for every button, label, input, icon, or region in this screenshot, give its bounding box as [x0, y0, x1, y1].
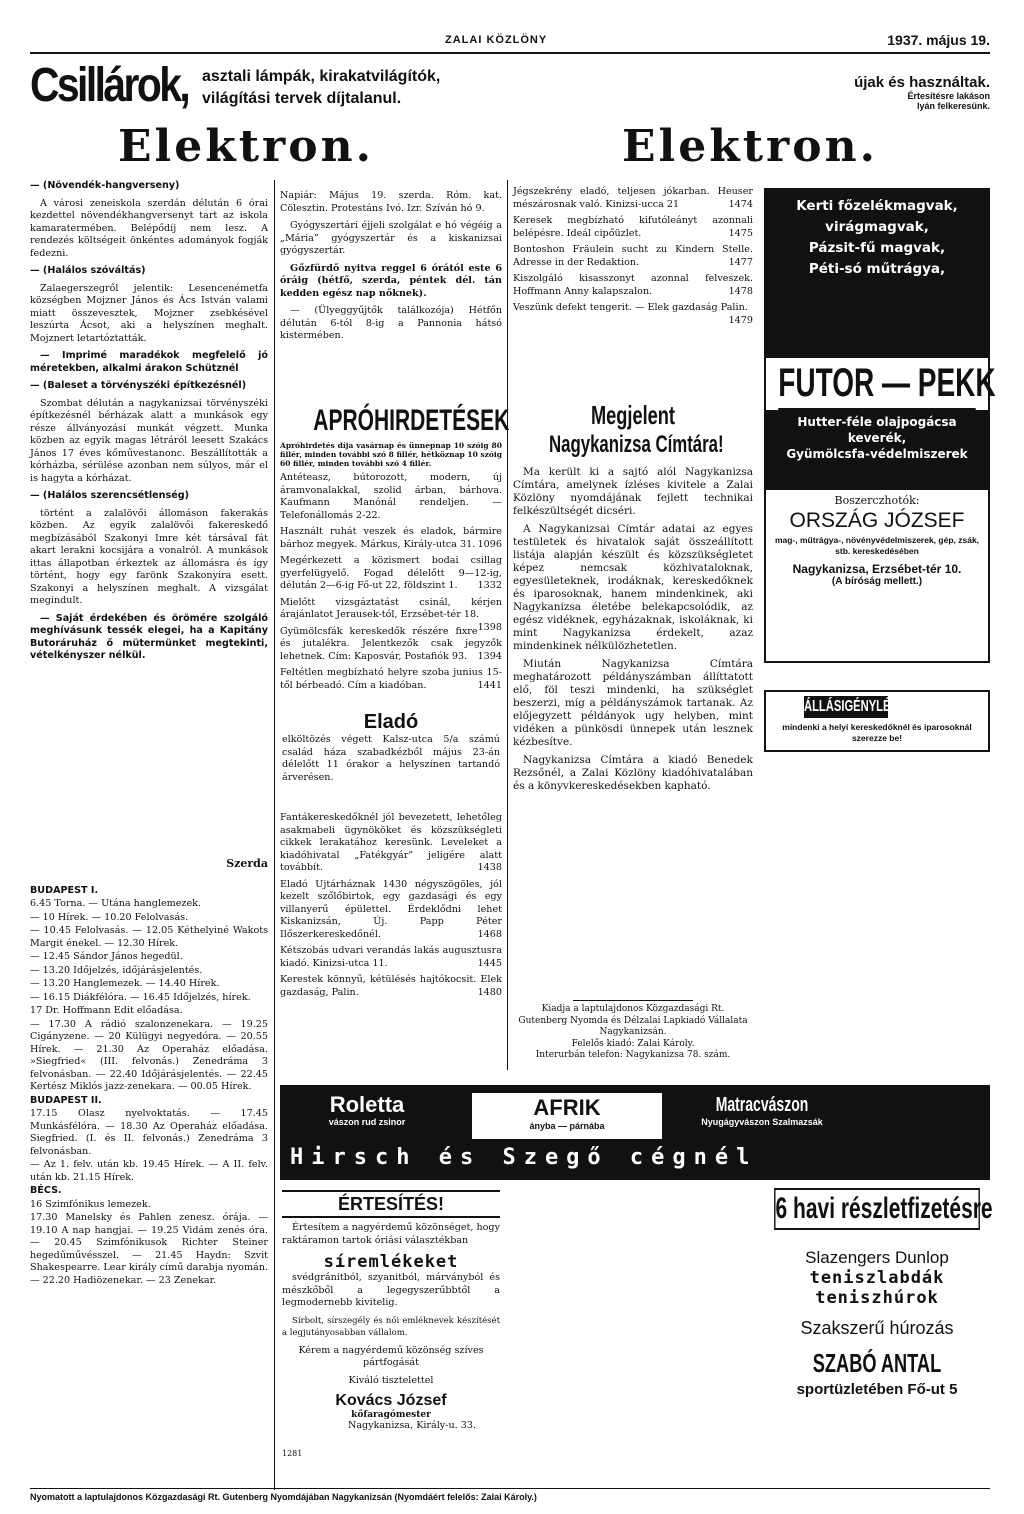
ad-line: Hutter-féle olajpogácsa keverék, [797, 415, 957, 445]
ad-text: Kerestek könnyű, kétülésés hajtókocsit. Elek gazdaság, Palin. [280, 974, 502, 998]
ad-block [766, 410, 988, 490]
ad-signature-title: kőfaragómester [351, 1410, 431, 1420]
column-divider [507, 180, 508, 1070]
ad-merchant: SZABÓ ANTAL [812, 1348, 942, 1378]
classified-ads [280, 404, 510, 704]
info-text: — (Ülyeggyűjtők találkozója) Hétfőn délután 6-tól 8-ig a Pannonia hátsó kistermében. [280, 305, 502, 341]
ad-signature: Kovács József [335, 1392, 447, 1409]
ertesites-ad [282, 1190, 500, 1478]
ad-title: Matracvászon [715, 1094, 809, 1116]
ad-text: Használt ruhát veszek és eladok, bármire bárhoz megyek. Márkus, Király-utca 31. [280, 526, 502, 550]
seed-ad-header [766, 190, 988, 358]
article-text: A Nagykanizsai Címtár adatai az egyes testületek és hivatalok saját összeállított listája alapján készült és közszükségletet képez nemcsak közhivataloknak, egyesületeknek, irodáknak, kereskedőknek és iparosoknak, hanem mindenkinek, aki Nagykanizsa életébe belekapcsolódik, az egész vidéknek, egyházaknak, iskoláknak, ki mint Nagykanizsa érdekelt, azaz mindenkinek nélkülözhetetlen. [513, 523, 753, 652]
ad-block [472, 1093, 662, 1139]
ad-text: Bontoshon Fräulein sucht zu Kindern Stelle. Adresse in der Redaktion. [513, 244, 753, 268]
article-text: történt a zalalövői állomáson fakerakás közben. Az egyik zalalövői fakereskedő megbízásából Szakonyi Imre két társával fát akart lerakni kocsijára a vonalról. A munkások ittas állapotban érkeztek az állomásra és így történt, hogy egy farönk Szakonyira esett. Szakonyi a helyszínen meghalt. A vizsgálat megindult. [30, 507, 268, 606]
ad-product: teniszlabdák [809, 1268, 945, 1288]
imprint-line: Felelős kiadó: Zalai Károly. [571, 1038, 695, 1049]
program-item: — 17.30 A rádió szalonzenekara. — 19.25 Cigányzene. — 20 Külügyi negyedóra. — 20.55 Hírek. — 21.30 Az Operaház előadása. »Siegfried« (III. felvonás.) Zenedráma 3 felvonásban. — 22.40 Időjárásjelentés. — 22.45 Kertész Miklós jazz-zenekara. — 00.05 Hírek. [30, 1018, 268, 1092]
ad-text [202, 66, 440, 110]
ad-text: mindenki a helyi kereskedőknél és iparosoknál szerezze be! [782, 722, 972, 743]
ad-title: ÁLLÁSIGÉNYLÉS [804, 696, 888, 718]
ad-paragraph: svédgránitból, szyanitból, márványból és mészkőből a legegyszerűbbtől a legmodernebb kivitelig. [282, 1272, 500, 1308]
page-footer: Nyomatott a laptulajdonos Közgazdasági Rt. Gutenberg Nyomdájában Nagykanizsán (Nyomdáért felelős: Zalai Károly.) [30, 1492, 537, 1502]
merchant-name: ORSZÁG JÓZSEF [789, 509, 965, 532]
classified-ad [280, 596, 502, 633]
station-program [30, 898, 268, 1094]
ad-number: 1394 [477, 650, 502, 662]
article-text: — Saját érdekében és örömére szolgáló meghívásunk tessék elegei, ha a Kapitány Butoráruház ő mütermünket megtekinti, vételkényszer nélkül. [30, 612, 268, 661]
article-text: Nagykanizsa Címtára a kiadó Benedek Rezsőnél, a Zalai Közlöny kiadóhivatalában és a könyvkereskedésekben kapható. [513, 754, 753, 792]
ad-block [292, 1093, 442, 1127]
classified-ad [513, 273, 753, 298]
ad-text [854, 74, 990, 111]
classified-ad [280, 974, 502, 999]
article-title: — (Halálos szerencsétlenség) [30, 490, 189, 501]
ad-line: Péti-só műtrágya, [808, 261, 946, 277]
ad-line: virágmagvak, [825, 219, 929, 235]
ad-number: 1441 [477, 679, 502, 691]
ad-product: teniszhúrok [815, 1288, 939, 1308]
ad-text: Mielőtt vizsgáztatást csinál, kérjen árajánlatot Jerausek-tól, Erzsébet-tér 18. [280, 596, 502, 620]
ad-text: Fantákereskedőknél jól bevezetett, lehetőleg asakmabeli ügynököket és közszükségleti cikkek lerakatához keresünk. Leveleket a kiadóhivatal „Fatékgyár” jeligére alatt továbbít. [280, 812, 502, 873]
ad-text: Gyümölcsfák kereskedők részére fixre és jutalékra. Jelentkezők csak jegyzők lehetnek. Cím: Kaposvár, Postafiók 93. [280, 625, 502, 662]
ad-number: 1474 [728, 198, 753, 210]
classified-ad [513, 244, 753, 269]
ad-text: Eladó Ujtárháznak 1430 négyszögöles, jól kezelt szőlőbirtok, egy gazdasági és egy villanyerű épülettel. Érdeklődni lehet Kiskanizsán, Új. Papp Péter Ilőszerkereskedőnél. [280, 878, 502, 940]
program-item: 6.45 Torna. — Utána hanglemezek. [30, 898, 202, 909]
ad-line: Értesítésre lakáson [907, 91, 990, 101]
header-rule [30, 52, 990, 54]
article-text: A városi zeneiskola szerdán délután 6 órai kezdettel növendékhangversenyt tart az iskola kamaratermében. Belépődíj nem lesz. A rendezés költségeit önkéntes adományok fogják fedezni. [30, 197, 268, 259]
ads-list [280, 472, 502, 692]
classified-ads-3 [513, 186, 753, 396]
ad-title: AFRIK [533, 1095, 601, 1120]
footer-rule [30, 1488, 990, 1489]
article-heading: Megjelent [591, 400, 675, 430]
ad-address: Nagykanizsa, Király-u. 33. [347, 1420, 476, 1431]
ads-list [280, 812, 502, 999]
ad-number: 1398 [477, 621, 502, 633]
ad-text: Feltétlen megbízható helyre szoba junius 15-től bérbeadó. Cím a kiadóban. [280, 667, 502, 691]
ad-text: Nyugágyvászon Szalmazsák [701, 1117, 823, 1127]
program-item: 17.30 Manelsky és Pahlen zenesz. órája. — 19.10 A nap hangjai. — 19.25 Vidám zenés óra. — 20.45 Szimfónikusok Richter Steiner hegedűművésszel. — 21.45 Haydn: Szvit Shakespearre. Lear király című darabja nyomán. — 22.20 Hadiözenekar. — 23 Zenekar. [30, 1212, 268, 1286]
info-text: Napiár: Május 19. szerda. Róm. kat. Cölesztin. Protestáns Ivó. Izr. Szíván hó 9. [280, 190, 502, 214]
ad-address: sportüzletében Fő-ut 5 [796, 1381, 958, 1398]
ad-number: 1477 [728, 256, 753, 268]
merchant-desc: mag-, műtrágya-, növényvédelmiszerek, gép, zsák, stb. kereskedésében [774, 535, 980, 556]
info-text: Gyógyszertári éjjeli szolgálat e hó végéig a „Mária” gyógyszertár és a kiskanizsai gyógyszertár. [280, 220, 502, 256]
classified-ad [280, 945, 502, 970]
article-title: — (Növendék-hangverseny) [30, 180, 180, 191]
ad-number: 1445 [477, 957, 502, 969]
radio-day: Szerda [226, 857, 268, 870]
ad-text: vászon rud zsinor [328, 1117, 406, 1127]
top-ad-left [30, 60, 500, 175]
program-item: — 16.15 Diákfélóra. — 16.45 Időjelzés, hírek. [30, 991, 251, 1003]
ad-number: 1096 [477, 538, 502, 550]
ad-company: Elektron. [622, 121, 878, 172]
ad-paragraph: Értesítem a nagyérdemű közönséget, hogy raktáramon tartok óriási választékban [282, 1222, 500, 1246]
ad-line: Kerti főzelékmagvak, [796, 198, 958, 214]
imprint-line: Interurbán telefon: Nagykanizsa 78. szám. [535, 1050, 731, 1060]
program-item: 17.15 Olasz nyelvoktatás. — 17.45 Munkásfélóra. — 18.30 Az Operaház előadása. Siegfried. (I. és II. felvonás.) Zenedráma 3 felvonásban. [30, 1108, 268, 1157]
article-heading: Nagykanizsa Címtára! [549, 431, 724, 458]
ad-brand: Csillárok, [30, 59, 189, 112]
ad-number: 1479 [728, 314, 753, 326]
issue-date: 1937. május 19. [887, 32, 990, 48]
shop-name: Hirsch és Szegő cégnél [290, 1145, 758, 1170]
news-column-1 [30, 180, 268, 661]
station-program [30, 1108, 268, 1184]
article-title: — (Halálos szóváltás) [30, 265, 146, 276]
ad-title: Roletta [329, 1092, 405, 1117]
program-item: — 10.45 Felolvasás. — 12.05 Kéthelyiné Wakots Margit énekel. — 12.30 Hírek. [30, 925, 268, 949]
ad-line: világítási tervek díjtalanul. [202, 90, 402, 107]
ad-line: Gyümölcsfa-védelmiszerek [786, 447, 968, 461]
article-text: — Imprimé maradékok megfelelő jó méretekben, alkalmi árakon Schütznél [30, 350, 268, 374]
classified-ad [280, 667, 502, 692]
merchant-address-note: (A bíróság mellett.) [831, 576, 923, 587]
ad-paragraph: Kiváló tisztelettel [348, 1374, 434, 1386]
classified-ad [280, 555, 502, 593]
ad-line: lyán felkeresünk. [916, 101, 990, 111]
elado-ad [282, 710, 500, 810]
article-text: Miután Nagykanizsa Címtára meghatározott példányszámban állíttatott elő, föl teszi mindenki, ha szükséglet beszerzi, míg a példányszámok tartanak. Az előjegyzett példányok ugy helyben, mint vidéken a pünkösdi ünnepek után lesznek kézbesítve. [513, 658, 753, 748]
ad-text [282, 1272, 500, 1387]
program-item: — 13.20 Időjelzés, időjárásjelentés. [30, 964, 203, 976]
ads-list [513, 186, 753, 326]
ad-block [682, 1093, 842, 1127]
ad-paragraph: Kérem a nagyérdemű közönség szíves pártfogását [298, 1344, 484, 1368]
ad-number: 1332 [477, 580, 502, 591]
merchant-address: Nagykanizsa, Erzsébet-tér 10. [792, 562, 962, 576]
classified-ad [513, 186, 753, 211]
fabric-ad [280, 1085, 990, 1180]
ad-service: Szakszerű húrozás [800, 1318, 954, 1338]
article-text: Szombat délután a nagykanizsai törvényszéki építkezésnél bérházak alatt a munkások egy része állványozási munkát végzett. Munka közben az egyik magas létráról leesett Szakács János 17 éves kőművestanonc. Beszállították a kórházba, sérülése azonban nem súlyos, már el is hagyta a kórházat. [30, 397, 268, 484]
classified-ad [280, 812, 502, 875]
tennis-ad [764, 1188, 993, 1478]
classified-ad [280, 626, 502, 664]
program-item: — 12.45 Sándor János hegedül. [30, 951, 183, 962]
ad-highlight: síremlékeket [323, 1252, 459, 1272]
ad-number: 1468 [477, 928, 502, 940]
ad-number: 1281 [282, 1449, 303, 1458]
boszer: Boszerczhotók: [834, 494, 920, 507]
program-item: — Az 1. felv. után kb. 19.45 Hírek. — A II. felv. után kb. 21.15 Hírek. [30, 1159, 268, 1183]
ad-text [282, 1222, 500, 1247]
classified-ads-2 [280, 812, 502, 1062]
imprint [513, 1000, 753, 1072]
top-ad-right [600, 60, 990, 175]
article-text: Zalaegerszegről jelentik: Lesencenémetfa községben Mojzner János és Ács István valami miatt összevesztek, Mojzner zsebkésével leszúrta Ácsot, aki a helyszínen meghalt. Mojznert letartóztatták. [30, 282, 268, 344]
ad-text: Megérkezett a közismert bodai csillag gyerfelügyelő. Fogad délelőtt 9—12-ig, délután 2—6-ig Fő-ut 22, földszint 1. [280, 555, 502, 591]
paper-name: ZALAI KÖZLÖNY [445, 34, 548, 46]
info-text: Gőzfürdő nyitva reggel 6 órától este 6 óráig (hétfő, szerda, péntek dél. tán kedden egész nap nőknek). [280, 262, 502, 299]
futor-pekk: FUTOR — PEKK [778, 358, 975, 410]
ad-rates: Apróhirdetés díja vasárnap és ünnepnap 10 szóig 80 fillér, minden további szó 8 fillér, hétköznap 10 szóig 60 fillér, minden további szó 4 fillér. [280, 441, 502, 468]
radio-program [30, 858, 268, 1490]
classified-ad [280, 879, 502, 942]
ad-title: Eladó [363, 711, 419, 733]
ad-line: Pázsit-fű magvak, [808, 240, 946, 256]
station-program [30, 1199, 268, 1288]
seed-ad [764, 188, 996, 663]
ad-text: Kétszobás udvari verandás lakás augusztusra kiadó. Kinizsi-utca 11. [280, 945, 502, 969]
ad-text: Antéteasz, bútorozott, modern, új áramvonalakkal, szolid árban, bárhova. Kaufmann Manónál rendeljen. — Telefonállomás 2-22. [280, 472, 502, 521]
station-name: BÉCS. [30, 1185, 62, 1196]
ad-text: Veszünk defekt tengerit. — Elek gazdaság Palin. [513, 302, 748, 313]
cimtar-article [513, 400, 753, 1000]
program-item: 16 Szimfónikus lemezek. [30, 1198, 151, 1210]
page-header [30, 32, 990, 52]
ad-line: asztali lámpák, kirakatvilágítók, [202, 68, 441, 85]
classified-ad [280, 526, 502, 551]
ad-number: 1478 [728, 285, 753, 297]
daily-info [280, 190, 502, 360]
ad-number: 1480 [477, 986, 502, 998]
classified-ad [280, 472, 502, 522]
ad-brands: Slazengers Dunlop [805, 1248, 949, 1267]
ad-paragraph: Sírbolt, sírszegély és női emléknevek készítését a legjutányosabban vállalom. [282, 1315, 500, 1338]
program-item: 17 Dr. Hoffmann Edit előadása. [30, 1005, 183, 1016]
section-title: APRÓHIRDETÉSEK [313, 404, 510, 437]
ad-company: Elektron. [118, 121, 374, 172]
ad-text: elköltözés végett Kalsz-utca 5/a számú család háza szabadkézből május 23-án délelőtt 11 órakor a helyszínen tartandó árverésen. [282, 734, 500, 783]
ad-number: 1475 [728, 227, 753, 239]
classified-ad [513, 215, 753, 240]
classified-ad [513, 302, 753, 326]
ad-number: 1438 [477, 862, 502, 873]
column-divider [274, 180, 275, 1490]
station-name: BUDAPEST II. [30, 1094, 102, 1106]
allas-ad [764, 690, 990, 752]
imprint-line: Kiadja a laptulajdonos Közgazdasági Rt. [541, 1004, 725, 1014]
ad-text: Jégszekrény eladó, teljesen jókarban. Heuser mészárosnak való. Kinizsi-ucca 21 [513, 186, 753, 210]
station-name: BUDAPEST I. [30, 884, 99, 896]
ad-text: Kiszolgáló kisasszonyt azonnal felveszek. Hoffmann Anny kalapszalon. [513, 273, 753, 297]
ad-line: újak és használtak. [854, 74, 990, 91]
imprint-line: Gutenberg Nyomda és Délzalai Lapkiadó Vállalata Nagykanizsán. [518, 1015, 748, 1037]
article-text: Ma került ki a sajtó alól Nagykanizsa Címtára, amelynek ízléses kivitele a Zalai Közlöny nyomdájának fejlett technikai felkészültségét dicséri. [513, 466, 753, 517]
ad-text: ányba — párnába [529, 1121, 605, 1131]
ad-title: 6 havi részletfizetésre [774, 1188, 980, 1230]
program-item: — 13.20 Hanglemezek. — 14.40 Hírek. [30, 978, 220, 989]
article-title: — (Baleset a törvényszéki építkezésnél) [30, 380, 247, 391]
ad-title: ÉRTESÍTÉS! [282, 1190, 500, 1218]
ad-text: Keresek megbízható kifutóleányt azonnali belépésre. Ideál cipőüzlet. [513, 215, 753, 239]
program-item: — 10 Hírek. — 10.20 Felolvasás. [30, 911, 189, 923]
